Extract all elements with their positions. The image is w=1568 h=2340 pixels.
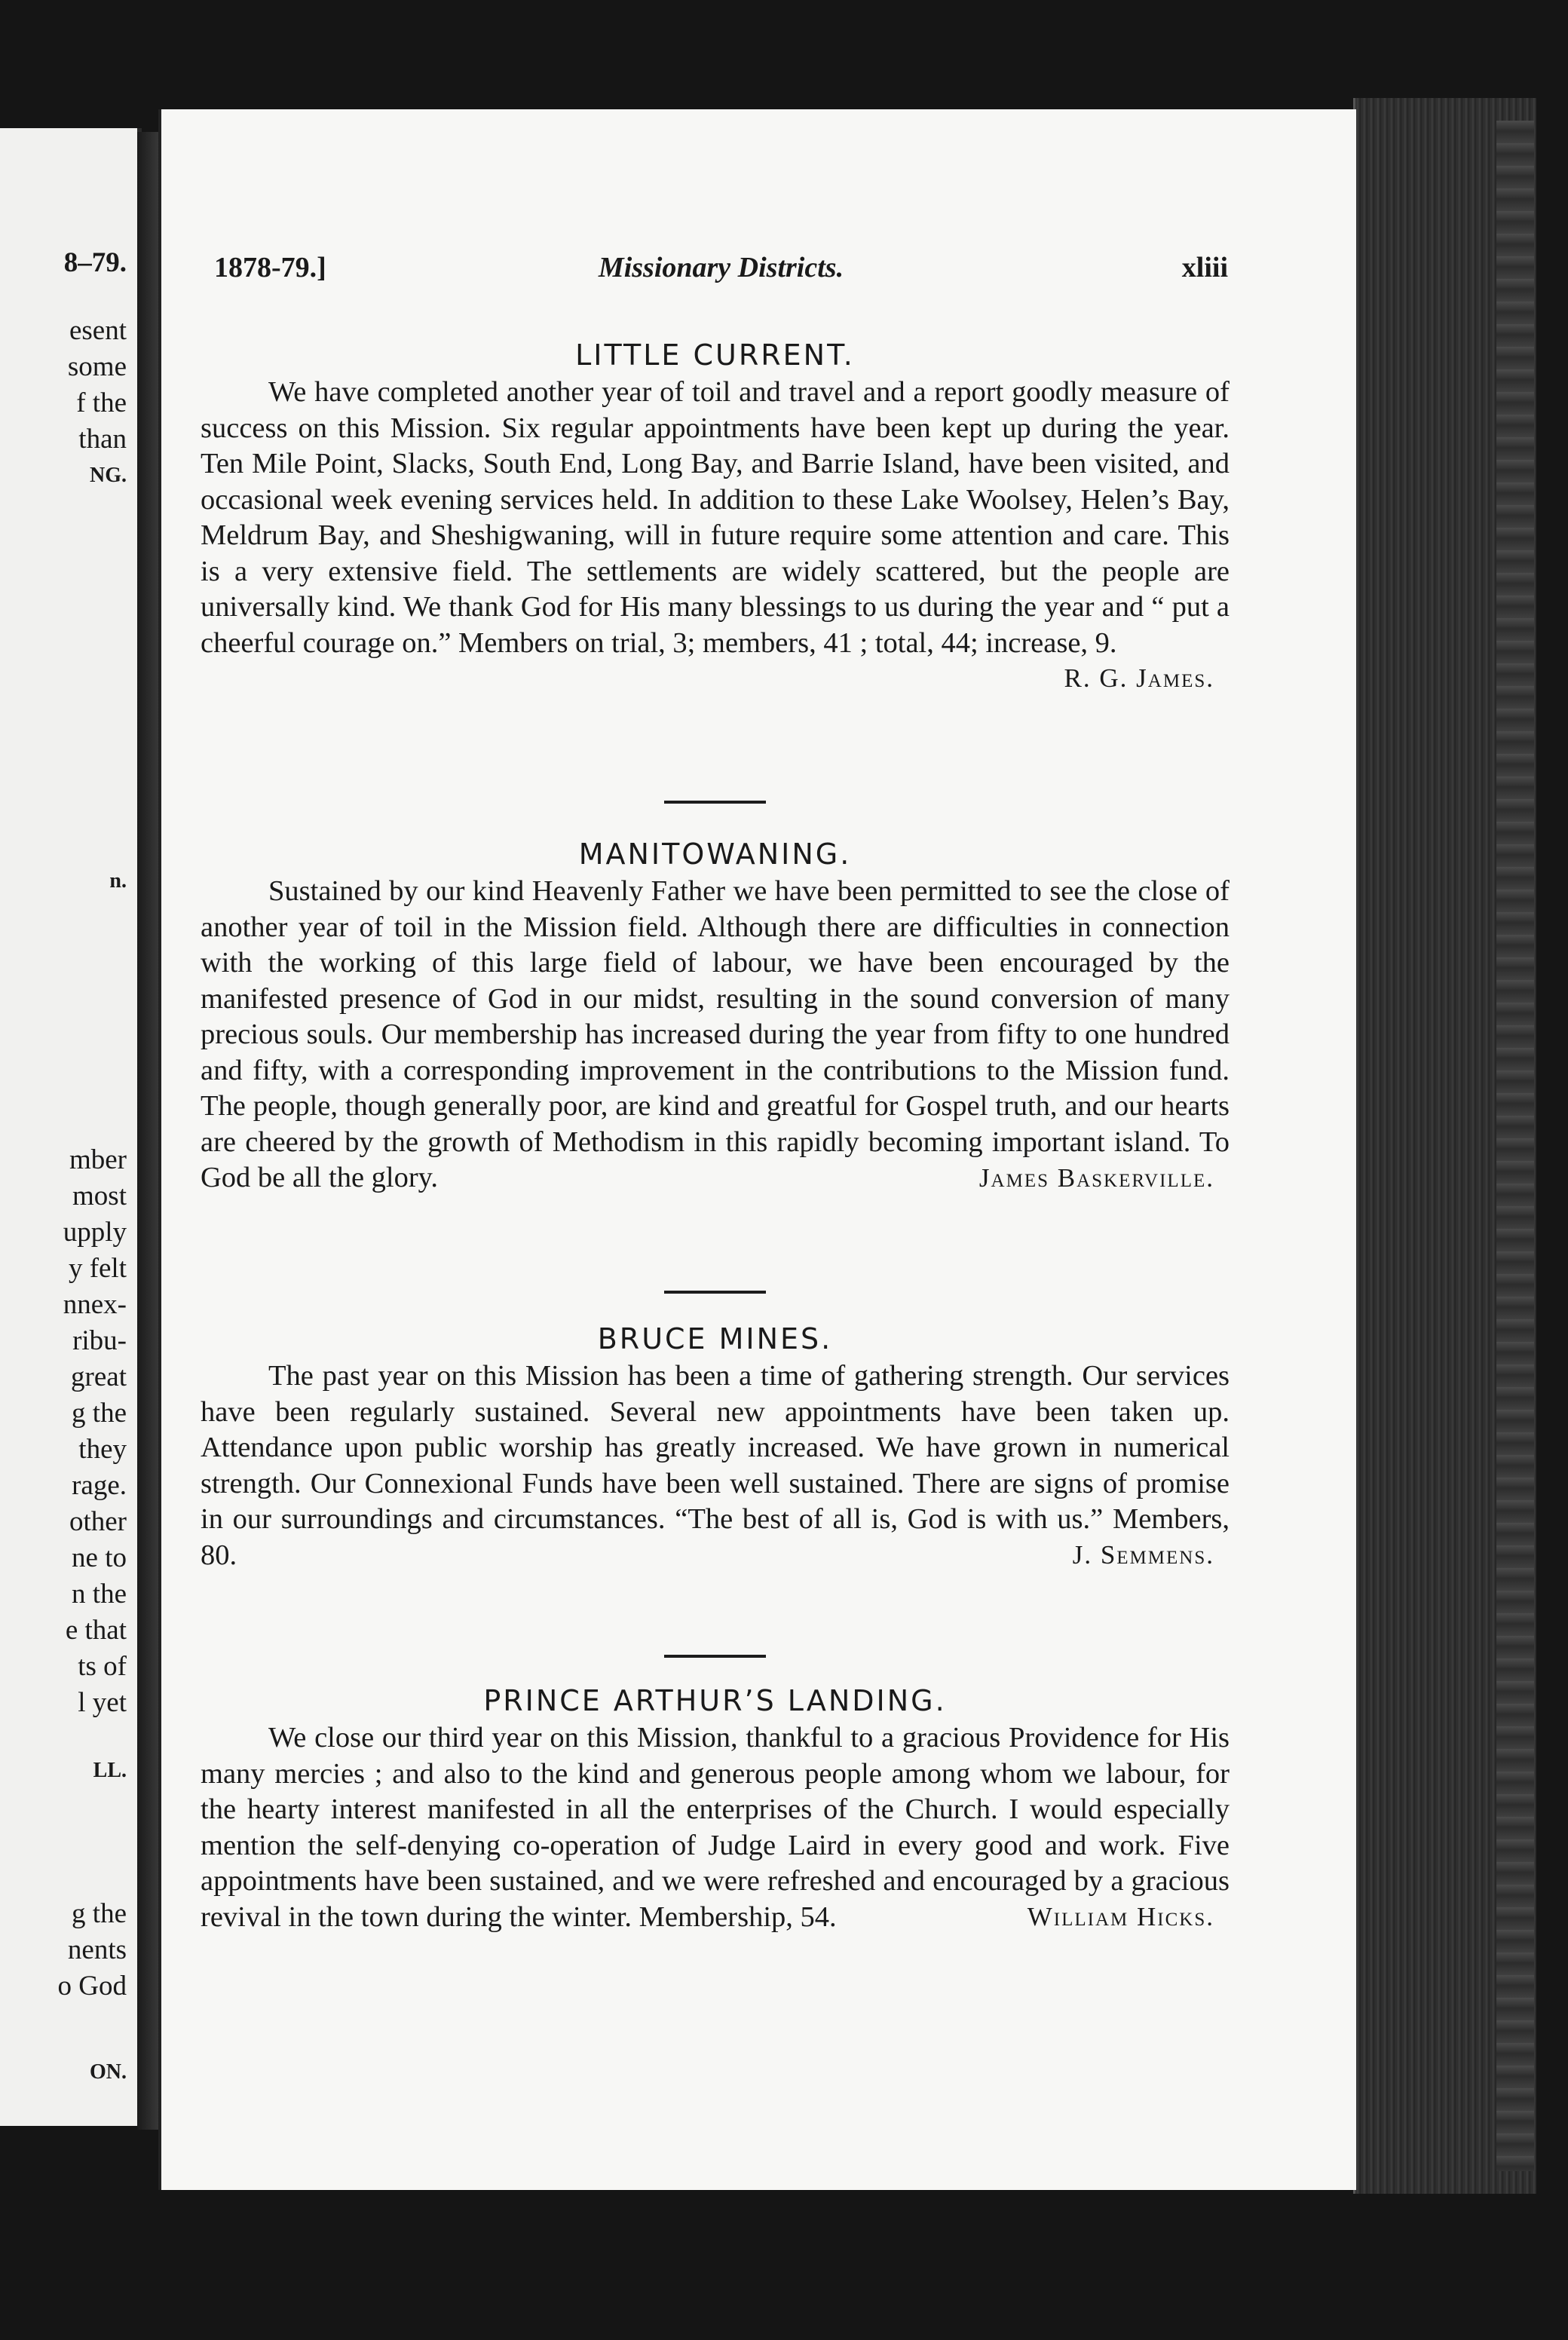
section-heading: BRUCE MINES.	[597, 1322, 833, 1355]
left-fragment: n the	[72, 1579, 127, 1610]
left-fragment: mber	[69, 1144, 127, 1175]
left-fragment: ts of	[78, 1651, 127, 1682]
section-little-current	[201, 335, 1230, 696]
left-fragment: g the	[72, 1898, 127, 1929]
year-range: 1878-79.]	[214, 252, 326, 283]
section-manitowaning	[201, 835, 1230, 1196]
left-fragment: they	[78, 1434, 127, 1465]
page-number: xliii	[1181, 252, 1228, 283]
left-fragment: n.	[109, 869, 127, 893]
section-body: We have completed another year of toil and travel and a report goodly measure of success on this Mission. Six regular appointments have been kept up during the year. Ten Mile Point, Slacks, South End, Long Bay, and Barrie Island, have been visited, and occasional week evening services held. In addition to these Lake Woolsey, Helen’s Bay, Meldrum Bay, and Sheshigwaning, will in future require some attention and care. This is a very extensive field. The settlements are widely scattered, but the people are universally kind. We thank God for His many blessings to us during the year and “ put a cheerful courage on.” Members on trial, 3; members, 41 ; total, 44; increase, 9.	[201, 376, 1230, 659]
section-bruce-mines	[201, 1319, 1230, 1573]
left-fragment: ne to	[72, 1542, 127, 1573]
signature: R. G. James.	[1064, 663, 1214, 693]
left-fragment: esent	[69, 315, 127, 346]
left-fragment: other	[69, 1506, 127, 1537]
signature: J. Semmens.	[1072, 1540, 1214, 1570]
left-fragment: l yet	[78, 1687, 127, 1718]
left-fragment: g the	[72, 1398, 127, 1429]
left-fragment: than	[78, 424, 127, 455]
section-body: We close our third year on this Mission, thankful to a gracious Providence for His many mercies ; and also to the kind and generous people among whom we labour, for the hearty interest manifested in all the enterprises of the Church. I would especially mention the self-denying co-operation of Judge Laird in every good and work. Five appointments have been sustained, and we were refreshed and encouraged by a gracious revival in the town during the winter. Membership, 54.	[201, 1722, 1230, 1933]
section-divider	[664, 1655, 766, 1658]
left-fragment: f the	[76, 387, 127, 418]
left-fragment: o God	[57, 1971, 127, 2002]
left-fragment: NG.	[90, 464, 127, 487]
left-fragment: y felt	[68, 1253, 127, 1284]
left-fragment: ON.	[90, 2060, 127, 2084]
section-divider	[664, 1291, 766, 1294]
left-fragment: most	[72, 1181, 127, 1211]
left-fragment: e that	[65, 1615, 127, 1646]
section-heading: LITTLE CURRENT.	[575, 338, 855, 372]
left-fragment: nents	[67, 1934, 127, 1965]
section-heading: PRINCE ARTHUR’S LANDING.	[483, 1684, 947, 1717]
signature: James Baskerville.	[978, 1162, 1214, 1193]
left-fragment: some	[67, 351, 127, 382]
main-page	[158, 109, 1356, 2190]
left-fragment: ribu-	[72, 1325, 127, 1356]
running-header	[214, 251, 1228, 296]
left-fragment: rage.	[72, 1470, 127, 1501]
running-title: Missionary Districts.	[598, 252, 844, 283]
section-prince-arthurs-landing	[201, 1681, 1230, 1934]
left-fragment: nnex-	[63, 1289, 127, 1320]
left-fragment: LL.	[93, 1759, 127, 1782]
book-gutter	[137, 132, 160, 2130]
section-body: Sustained by our kind Heavenly Father we have been permitted to see the close of another year of toil in the Mission field. Although there are difficulties in connection with the working of this large field of labour, we have been encouraged by the manifested presence of God in our midst, resulting in the sound conversion of many precious souls. Our membership has increased during the year from fifty to one hundred and fifty, with a corresponding improvement in the contributions to the Mission fund. The people, though generally poor, are kind and greatful for Gospel truth, and our hearts are cheered by the growth of Methodism in this rapidly becoming important island. To God be all the glory.	[201, 875, 1230, 1193]
signature: William Hicks.	[1027, 1902, 1214, 1931]
page-edges-texture	[1496, 121, 1534, 2171]
section-heading: MANITOWANING.	[578, 838, 852, 871]
left-fragment: great	[71, 1361, 127, 1392]
section-divider	[664, 801, 766, 804]
left-fragment: upply	[63, 1217, 127, 1248]
left-fragment: 8–79.	[63, 247, 127, 278]
previous-page	[0, 128, 142, 2126]
section-body: The past year on this Mission has been a time of gathering strength. Our services have been regularly sustained. Several new appointments have been taken up. Attendance upon public worship has greatly increased. We have grown in numerical strength. Our Connexional Funds have been well sustained. There are signs of promise in our surroundings and circumstances. “The best of all is, God is with us.” Members, 80.	[201, 1360, 1230, 1571]
